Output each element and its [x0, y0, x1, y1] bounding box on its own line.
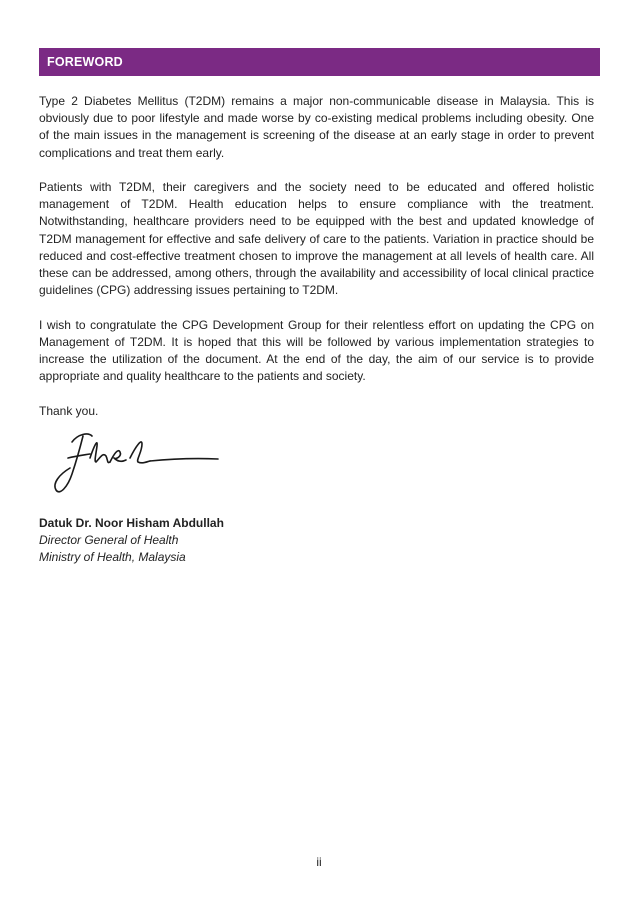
- section-title: FOREWORD: [47, 55, 123, 69]
- section-header-bar: [39, 48, 600, 76]
- page-number: ii: [316, 855, 322, 869]
- paragraph-thanks: Thank you.: [39, 403, 99, 418]
- signature-icon: [50, 428, 225, 500]
- paragraph-congratulations: I wish to congratulate the CPG Development Group for their relentless effort on updating the CPG on Management of T2DM. It is hoped that this will be followed by various implementation strategies to increase the utilization of the document. At the end of the day, the aim of our service is to provide appropriate and quality healthcare to the patients and society.: [39, 317, 594, 384]
- signer-block: [39, 515, 224, 566]
- signer-organization: Ministry of Health, Malaysia: [39, 550, 186, 564]
- paragraph-education: Patients with T2DM, their caregivers and the society need to be educated and offered holistic management of T2DM. Health education helps to ensure compliance with the treatment. Notwithstanding, healthcare providers need to be equipped with the best and updated knowledge of T2DM management for effective and safe delivery of care to the patients. Variation in practice should be reduced and cost-effective treatment chosen to improve the management at all levels of health care. All these can be addressed, among others, through the availability and accessibility of local clinical practice guidelines (CPG) addressing issues pertaining to T2DM.: [39, 180, 594, 298]
- paragraph-intro: Type 2 Diabetes Mellitus (T2DM) remains a major non-communicable disease in Malaysia. This is obviously due to poor lifestyle and made worse by co-existing medical problems including obesity. One of the main issues in the management is screening of the disease at an early stage in order to prevent complications and treat them early.: [39, 94, 594, 160]
- signer-name: Datuk Dr. Noor Hisham Abdullah: [39, 516, 224, 530]
- signer-title: Director General of Health: [39, 533, 179, 547]
- foreword-body: [39, 93, 594, 437]
